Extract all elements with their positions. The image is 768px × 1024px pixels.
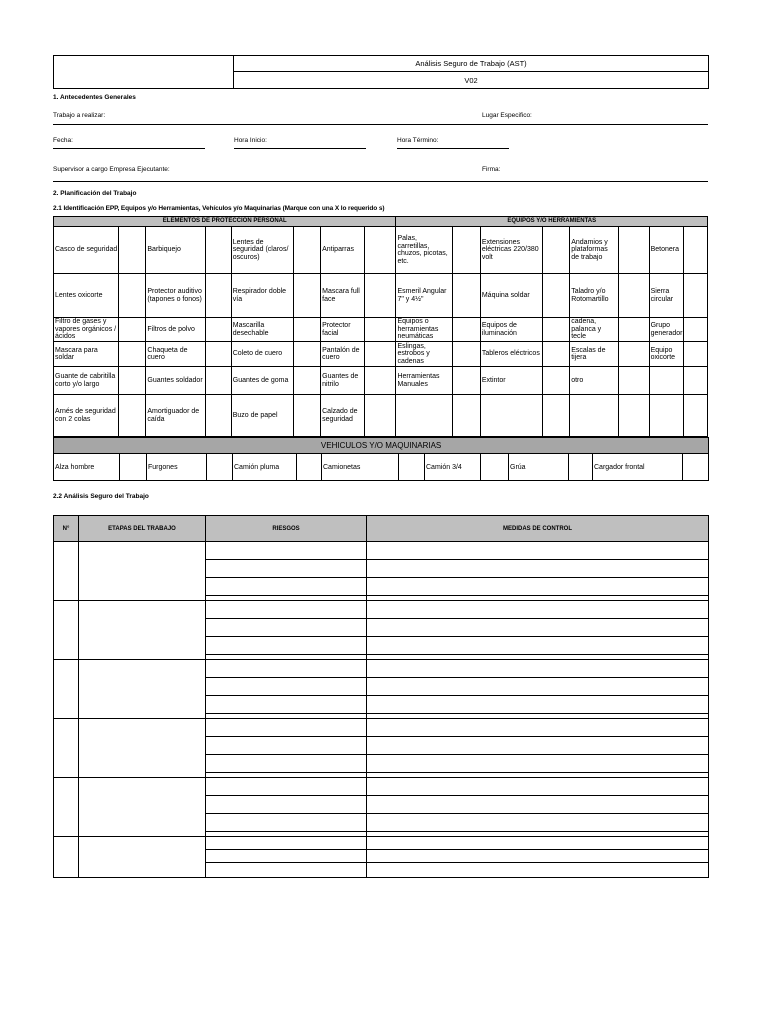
supervisor-label: Supervisor a cargo Empresa Ejecutante: [53,166,170,173]
risk-cell[interactable] [206,737,367,755]
checkbox-cell[interactable] [365,318,396,342]
step-number-cell[interactable] [54,837,79,878]
item-label: Filtro de gases y vapores orgánicos /ácidos [54,318,119,342]
checkbox-cell[interactable] [207,454,233,481]
checkbox-cell[interactable] [683,367,707,395]
checkbox-cell[interactable] [683,342,707,367]
section-1-title: 1. Antecedentes Generales [53,94,136,101]
item-label [396,395,452,437]
risk-cell[interactable] [206,560,367,578]
document-header-table [53,55,709,89]
vehicles-header: VEHICULOS Y/O MAQUINARIAS [54,438,709,454]
item-label [649,395,683,437]
checkbox-cell[interactable] [543,318,570,342]
item-label: Protector facial [321,318,365,342]
stage-cell[interactable] [79,660,206,719]
vehicle-label: Furgones [147,454,207,481]
control-cell[interactable] [367,560,709,578]
item-label: Esmeril Angular 7" y 4½" [396,274,452,318]
item-label: Equipos de iluminación [480,318,542,342]
item-label: otro [570,367,619,395]
checkbox-cell[interactable] [619,227,649,274]
risk-cell[interactable] [206,678,367,696]
control-cell[interactable] [367,637,709,655]
ast-analysis-table [53,515,709,878]
checkbox-cell[interactable] [619,274,649,318]
trabajo-line[interactable] [53,124,708,125]
control-cell[interactable] [367,542,709,560]
fecha-line[interactable] [53,148,205,149]
item-label: Máquina soldar [480,274,542,318]
hora-inicio-line[interactable] [234,148,366,149]
checkbox-cell[interactable] [452,342,480,367]
risk-cell[interactable] [206,863,367,878]
checkbox-cell[interactable] [294,227,321,274]
checkbox-cell[interactable] [119,274,146,318]
item-label: Lentes oxicorte [54,274,119,318]
item-label: Grupo generador [649,318,683,342]
risk-cell[interactable] [206,660,367,678]
lugar-label: Lugar Especifico: [482,112,532,119]
checkbox-cell[interactable] [452,395,480,437]
checkbox-cell[interactable] [205,342,231,367]
checkbox-cell[interactable] [683,274,707,318]
vehicle-label: Cargador frontal [593,454,683,481]
document-title: Análisis Seguro de Trabajo (AST) [234,56,709,72]
checkbox-cell[interactable] [205,274,231,318]
checkbox-cell[interactable] [452,274,480,318]
checkbox-cell[interactable] [365,367,396,395]
control-cell[interactable] [367,719,709,737]
fecha-label: Fecha: [53,137,73,144]
item-label: Equipos o herramientas neumáticas [396,318,452,342]
control-cell[interactable] [367,678,709,696]
control-cell[interactable] [367,755,709,773]
item-label: Equipo oxicorte [649,342,683,367]
risk-cell[interactable] [206,719,367,737]
stage-cell[interactable] [79,601,206,660]
section-2-title: 2. Planificación del Trabajo [53,190,137,197]
checkbox-cell[interactable] [481,454,509,481]
item-label: Andamios y plataformas de trabajo [570,227,619,274]
control-cell[interactable] [367,814,709,832]
risk-cell[interactable] [206,755,367,773]
vehicle-label: Camionetas [322,454,399,481]
checkbox-cell[interactable] [120,454,147,481]
checkbox-cell[interactable] [365,395,396,437]
vehicle-label: Camión pluma [233,454,297,481]
checkbox-cell[interactable] [543,367,570,395]
checkbox-cell[interactable] [297,454,322,481]
epp-equipment-table [53,216,708,437]
checkbox-cell[interactable] [294,367,321,395]
stage-cell[interactable] [79,778,206,837]
item-label: Mascarilla desechable [231,318,293,342]
risk-cell[interactable] [206,601,367,619]
checkbox-cell[interactable] [119,367,146,395]
checkbox-cell[interactable] [294,318,321,342]
firma-label: Firma: [482,166,501,173]
item-label: Arnés de seguridad con 2 colas [54,395,119,437]
item-label: Eslingas, estrobos y cadenas [396,342,452,367]
risk-cell[interactable] [206,850,367,863]
item-label [649,367,683,395]
checkbox-cell[interactable] [452,318,480,342]
risk-cell[interactable] [206,796,367,814]
checkbox-cell[interactable] [543,395,570,437]
item-label: Betonera [649,227,683,274]
item-label [570,395,619,437]
step-number-cell[interactable] [54,778,79,837]
checkbox-cell[interactable] [452,227,480,274]
checkbox-cell[interactable] [119,395,146,437]
item-label: Calzado de seguridad [321,395,365,437]
item-label: Casco de seguridad [54,227,119,274]
step-number-cell[interactable] [54,542,79,601]
section-2-2-title: 2.2 Análisis Seguro del Trabajo [53,493,149,500]
item-label: Amortiguador de caída [146,395,205,437]
item-label: Extensiones eléctricas 220/380 volt [480,227,542,274]
checkbox-cell[interactable] [619,367,649,395]
checkbox-cell[interactable] [683,454,709,481]
checkbox-cell[interactable] [205,395,231,437]
item-label: Mascara para soldar [54,342,119,367]
item-label: Pantalón de cuero [321,342,365,367]
item-label: Respirador doble vía [231,274,293,318]
logo-area [54,56,234,89]
stage-cell[interactable] [79,837,206,878]
control-cell[interactable] [367,619,709,637]
section-2-1-subtitle: 2.1 Identificación EPP, Equipos y/o Herramientas, Vehículos y/o Maquinarias (Marque con una X lo requerido s) [53,205,385,212]
risk-cell[interactable] [206,542,367,560]
risk-cell[interactable] [206,637,367,655]
risk-cell[interactable] [206,619,367,637]
checkbox-cell[interactable] [399,454,425,481]
hora-termino-line[interactable] [397,148,509,149]
item-label: Guantes de goma [231,367,293,395]
control-cell[interactable] [367,578,709,596]
checkbox-cell[interactable] [205,318,231,342]
checkbox-cell[interactable] [619,342,649,367]
checkbox-cell[interactable] [619,318,649,342]
control-cell[interactable] [367,863,709,878]
item-label: cadena, palanca y tecle [570,318,619,342]
item-label: Lentes de seguridad (claros/ oscuros) [231,227,293,274]
item-label: Guantes soldador [146,367,205,395]
item-label: Palas, carretillas, chuzos, picotas, etc. [396,227,452,274]
checkbox-cell[interactable] [119,342,146,367]
checkbox-cell[interactable] [294,274,321,318]
item-label: Coleto de cuero [231,342,293,367]
step-number-cell[interactable] [54,601,79,660]
stage-cell[interactable] [79,719,206,778]
epp-header: ELEMENTOS DE PROTECCION PERSONAL [54,217,396,227]
item-label: Buzo de papel [231,395,293,437]
control-cell[interactable] [367,660,709,678]
control-cell[interactable] [367,837,709,850]
checkbox-cell[interactable] [365,227,396,274]
item-label: Filtros de polvo [146,318,205,342]
risk-cell[interactable] [206,578,367,596]
item-label: Sierra circular [649,274,683,318]
risk-cell[interactable] [206,696,367,714]
item-label: Antiparras [321,227,365,274]
checkbox-cell[interactable] [543,342,570,367]
equipment-header: EQUIPOS Y/O HERRAMIENTAS [396,217,708,227]
item-label [480,395,542,437]
checkbox-cell[interactable] [683,318,707,342]
checkbox-cell[interactable] [683,395,707,437]
checkbox-cell[interactable] [205,367,231,395]
control-cell[interactable] [367,778,709,796]
item-label: Extintor [480,367,542,395]
document-version: V02 [234,72,709,89]
step-number-cell[interactable] [54,660,79,719]
risk-cell[interactable] [206,814,367,832]
checkbox-cell[interactable] [569,454,593,481]
item-label: Guante de cabritilla corto y/o largo [54,367,119,395]
item-label: Taladro y/o Rotomartillo [570,274,619,318]
vehicles-table [53,437,709,481]
supervisor-line[interactable] [53,181,708,182]
column-header-stages: ETAPAS DEL TRABAJO [79,516,206,542]
control-cell[interactable] [367,796,709,814]
checkbox-cell[interactable] [543,274,570,318]
checkbox-cell[interactable] [452,367,480,395]
checkbox-cell[interactable] [205,227,231,274]
checkbox-cell[interactable] [543,227,570,274]
trabajo-label: Trabajo a realizar: [53,112,106,119]
checkbox-cell[interactable] [365,342,396,367]
item-label: Escalas de tijera [570,342,619,367]
vehicle-label: Camión 3/4 [425,454,481,481]
item-label: Guantes de nitrilo [321,367,365,395]
control-cell[interactable] [367,696,709,714]
checkbox-cell[interactable] [619,395,649,437]
column-header-risks: RIESGOS [206,516,367,542]
item-label: Chaqueta de cuero [146,342,205,367]
control-cell[interactable] [367,737,709,755]
stage-cell[interactable] [79,542,206,601]
checkbox-cell[interactable] [365,274,396,318]
risk-cell[interactable] [206,778,367,796]
vehicle-label: Grúa [509,454,569,481]
risk-cell[interactable] [206,837,367,850]
checkbox-cell[interactable] [294,342,321,367]
column-header-number: N° [54,516,79,542]
checkbox-cell[interactable] [119,227,146,274]
control-cell[interactable] [367,850,709,863]
vehicle-label: Alza hombre [54,454,120,481]
hora-termino-label: Hora Término: [397,137,439,144]
step-number-cell[interactable] [54,719,79,778]
checkbox-cell[interactable] [119,318,146,342]
hora-inicio-label: Hora Inicio: [234,137,267,144]
item-label: Protector auditivo (tapones o fonos) [146,274,205,318]
item-label: Mascara full face [321,274,365,318]
item-label: Barbiquejo [146,227,205,274]
column-header-controls: MEDIDAS DE CONTROL [367,516,709,542]
control-cell[interactable] [367,601,709,619]
checkbox-cell[interactable] [294,395,321,437]
item-label: Herramientas Manuales [396,367,452,395]
checkbox-cell[interactable] [683,227,707,274]
item-label: Tableros eléctricos [480,342,542,367]
